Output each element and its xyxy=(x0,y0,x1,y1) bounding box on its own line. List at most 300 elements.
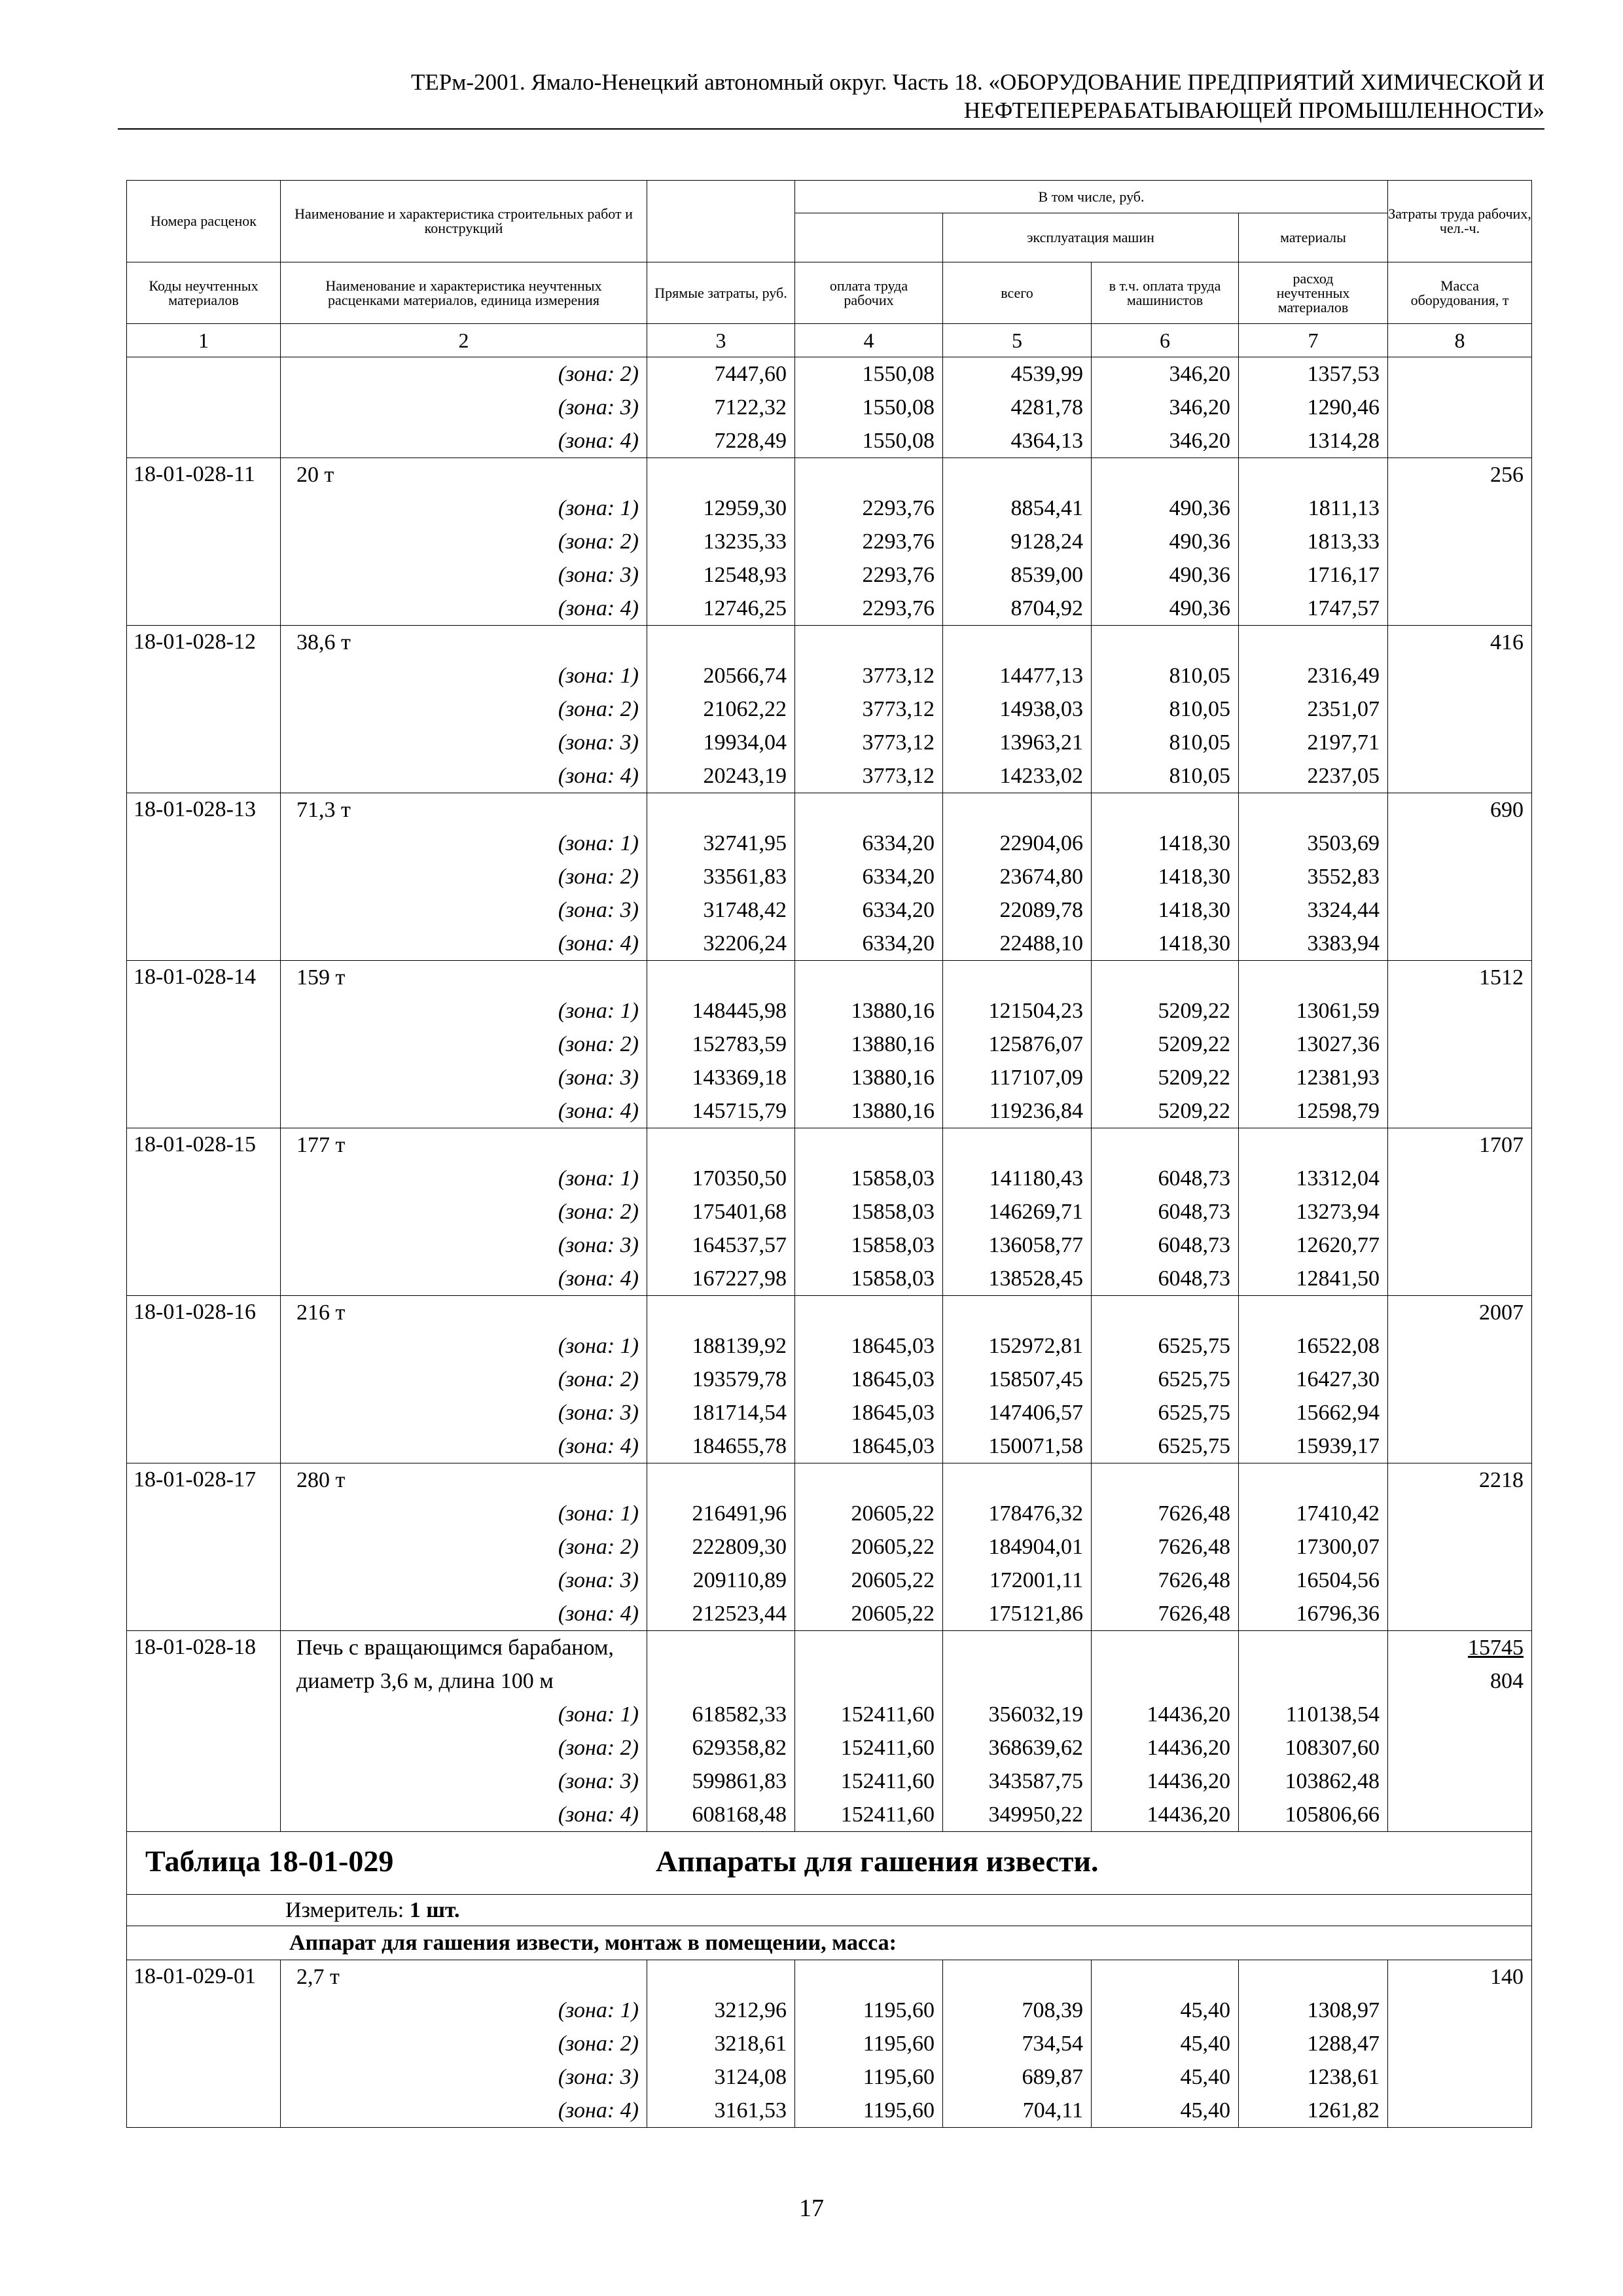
cost-value: 23674,80 xyxy=(999,865,1083,889)
zone-label: (зона: 1) xyxy=(558,664,639,688)
value-column xyxy=(1239,1128,1388,1296)
cost-value: 119236,84 xyxy=(989,1099,1083,1123)
rate-code: 18-01-028-18 xyxy=(127,1631,281,1832)
equipment-mass xyxy=(1388,1960,1532,2128)
cost-value: 167227,98 xyxy=(692,1266,787,1291)
head-empty-2 xyxy=(795,213,943,262)
rate-description-cell xyxy=(281,1463,647,1631)
cost-value: 356032,19 xyxy=(988,1702,1083,1727)
cost-value: 31748,42 xyxy=(703,898,787,922)
zone-label: (зона: 1) xyxy=(558,1166,639,1191)
cost-value: 6525,75 xyxy=(1158,1334,1230,1358)
zone-label: (зона: 4) xyxy=(558,1434,639,1458)
cost-value: 1418,30 xyxy=(1158,831,1230,855)
cost-value: 1716,17 xyxy=(1307,563,1380,587)
cost-value: 1195,60 xyxy=(863,1998,935,2022)
head-vsego: всего xyxy=(943,262,1092,324)
value-column xyxy=(1239,793,1388,961)
cost-value: 152411,60 xyxy=(840,1736,935,1760)
cost-value: 12548,93 xyxy=(703,563,787,587)
cost-value: 148445,98 xyxy=(692,999,787,1023)
cost-value: 6525,75 xyxy=(1158,1401,1230,1425)
mass-value: 1512 xyxy=(1479,965,1524,990)
rate-description-cell xyxy=(281,357,647,458)
value-column xyxy=(943,961,1092,1128)
cost-value: 15662,94 xyxy=(1296,1401,1380,1425)
value-column xyxy=(1239,1296,1388,1463)
cost-value: 3773,12 xyxy=(862,764,935,788)
cost-value: 20243,19 xyxy=(703,764,787,788)
cost-value: 629358,82 xyxy=(692,1736,787,1760)
cost-value: 2316,49 xyxy=(1307,664,1380,688)
cost-value: 141180,43 xyxy=(989,1166,1083,1191)
rate-group xyxy=(127,1960,1532,2128)
rate-code: 18-01-029-01 xyxy=(127,1960,281,2128)
cost-value: 6334,20 xyxy=(862,898,935,922)
cost-value: 810,05 xyxy=(1169,730,1230,755)
rate-description: 38,6 т xyxy=(296,630,351,655)
zone-label: (зона: 2) xyxy=(558,1200,639,1224)
head-vtch: в т.ч. оплата труда машинистов xyxy=(1092,262,1239,324)
header-line-2: НЕФТЕПЕРЕРАБАТЫВАЮЩЕЙ ПРОМЫШЛЕННОСТИ» xyxy=(963,98,1544,123)
cost-value: 13027,36 xyxy=(1296,1032,1380,1056)
cost-value: 14436,20 xyxy=(1147,1702,1230,1727)
cost-value: 12381,93 xyxy=(1296,1066,1380,1090)
equipment-mass xyxy=(1388,626,1532,793)
cost-value: 178476,32 xyxy=(988,1501,1083,1526)
cost-value: 6334,20 xyxy=(862,931,935,956)
page-number: 17 xyxy=(799,2195,824,2222)
cost-value: 3773,12 xyxy=(862,730,935,755)
cost-value: 45,40 xyxy=(1180,1998,1230,2022)
zone-label: (зона: 4) xyxy=(558,1803,639,1827)
cost-value: 14233,02 xyxy=(999,764,1083,788)
cost-value: 490,36 xyxy=(1169,596,1230,620)
zone-label: (зона: 1) xyxy=(558,1702,639,1727)
rate-description: 177 т xyxy=(296,1133,346,1157)
cost-value: 15858,03 xyxy=(851,1166,935,1191)
cost-value: 18645,03 xyxy=(851,1434,935,1458)
cost-value: 346,20 xyxy=(1169,362,1230,386)
page-header xyxy=(118,68,1544,124)
value-column xyxy=(647,1296,795,1463)
cost-value: 9128,24 xyxy=(1010,529,1083,554)
rate-description-cell xyxy=(281,458,647,626)
rate-code: 18-01-028-14 xyxy=(127,961,281,1128)
cost-value: 150071,58 xyxy=(988,1434,1083,1458)
value-column xyxy=(1092,357,1239,458)
rate-description-cell xyxy=(281,1631,647,1832)
value-column xyxy=(795,1128,943,1296)
cost-value: 2293,76 xyxy=(862,596,935,620)
cost-value: 170350,50 xyxy=(692,1166,787,1191)
cost-value: 12598,79 xyxy=(1296,1099,1380,1123)
cost-value: 2293,76 xyxy=(862,496,935,520)
cost-value: 152411,60 xyxy=(840,1803,935,1827)
cost-value: 346,20 xyxy=(1169,429,1230,453)
zone-label: (зона: 1) xyxy=(558,831,639,855)
cost-value: 12620,77 xyxy=(1296,1233,1380,1257)
rate-code xyxy=(127,357,281,458)
rate-group xyxy=(127,961,1532,1128)
cost-value: 20566,74 xyxy=(703,664,787,688)
value-column xyxy=(795,1463,943,1631)
cost-value: 13963,21 xyxy=(999,730,1083,755)
value-column xyxy=(1092,1463,1239,1631)
cost-value: 12746,25 xyxy=(703,596,787,620)
cost-value: 7228,49 xyxy=(714,429,787,453)
head-naim-neuchet: Наименование и характеристика неучтенных расценками материалов, единица измерения xyxy=(281,262,647,324)
cost-value: 5209,22 xyxy=(1158,1099,1230,1123)
cost-value: 33561,83 xyxy=(703,865,787,889)
cost-value: 18645,03 xyxy=(851,1367,935,1391)
col-number: 8 xyxy=(1388,324,1532,357)
cost-value: 1550,08 xyxy=(862,395,935,420)
cost-value: 734,54 xyxy=(1022,2032,1083,2056)
section-title-cell xyxy=(127,1832,1532,1895)
cost-value: 6048,73 xyxy=(1158,1233,1230,1257)
value-column xyxy=(795,626,943,793)
cost-value: 6048,73 xyxy=(1158,1266,1230,1291)
cost-value: 3218,61 xyxy=(714,2032,787,2056)
cost-value: 32741,95 xyxy=(703,831,787,855)
cost-value: 7447,60 xyxy=(714,362,787,386)
zone-label: (зона: 3) xyxy=(558,898,639,922)
cost-value: 16522,08 xyxy=(1296,1334,1380,1358)
zone-label: (зона: 3) xyxy=(558,2065,639,2089)
cost-value: 3773,12 xyxy=(862,697,935,721)
rate-group xyxy=(127,626,1532,793)
cost-value: 3212,96 xyxy=(714,1998,787,2022)
cost-value: 17410,42 xyxy=(1296,1501,1380,1526)
zone-label: (зона: 3) xyxy=(558,730,639,755)
value-column xyxy=(795,1960,943,2128)
col-number: 5 xyxy=(943,324,1092,357)
cost-value: 17300,07 xyxy=(1296,1535,1380,1559)
zone-label: (зона: 3) xyxy=(558,1233,639,1257)
cost-value: 5209,22 xyxy=(1158,999,1230,1023)
mass-value: 690 xyxy=(1490,798,1524,822)
cost-value: 1308,97 xyxy=(1307,1998,1380,2022)
cost-value: 13273,94 xyxy=(1296,1200,1380,1224)
rate-code: 18-01-028-17 xyxy=(127,1463,281,1631)
cost-value: 184904,01 xyxy=(988,1535,1083,1559)
rate-description: 280 т xyxy=(296,1468,346,1492)
rate-code: 18-01-028-16 xyxy=(127,1296,281,1463)
cost-value: 117107,09 xyxy=(989,1066,1083,1090)
zone-label: (зона: 2) xyxy=(558,1367,639,1391)
value-column xyxy=(1092,1128,1239,1296)
zone-label: (зона: 1) xyxy=(558,1998,639,2022)
zone-label: (зона: 4) xyxy=(558,1266,639,1291)
rate-group xyxy=(127,1463,1532,1631)
cost-value: 1290,46 xyxy=(1307,395,1380,420)
cost-value: 3383,94 xyxy=(1307,931,1380,956)
rate-description: диаметр 3,6 м, длина 100 м xyxy=(296,1669,554,1693)
cost-value: 810,05 xyxy=(1169,664,1230,688)
cost-value: 145715,79 xyxy=(692,1099,787,1123)
cost-value: 1550,08 xyxy=(862,362,935,386)
cost-value: 490,36 xyxy=(1169,529,1230,554)
cost-value: 1195,60 xyxy=(863,2032,935,2056)
value-column xyxy=(647,1463,795,1631)
cost-value: 346,20 xyxy=(1169,395,1230,420)
cost-value: 7626,48 xyxy=(1158,1535,1230,1559)
cost-value: 110138,54 xyxy=(1285,1702,1380,1727)
cost-value: 14938,03 xyxy=(999,697,1083,721)
mass-value: 804 xyxy=(1490,1669,1524,1693)
rate-description-cell xyxy=(281,626,647,793)
equipment-mass xyxy=(1388,357,1532,458)
value-column xyxy=(647,793,795,961)
cost-value: 2293,76 xyxy=(862,529,935,554)
section-header xyxy=(127,1832,1532,1960)
cost-value: 6334,20 xyxy=(862,831,935,855)
value-column xyxy=(943,1128,1092,1296)
zone-label: (зона: 4) xyxy=(558,764,639,788)
cost-value: 6525,75 xyxy=(1158,1367,1230,1391)
mass-value: 416 xyxy=(1490,630,1524,655)
value-column xyxy=(943,626,1092,793)
cost-value: 108307,60 xyxy=(1285,1736,1380,1760)
mass-value xyxy=(1388,1631,1531,1664)
value-column xyxy=(795,1631,943,1832)
measure-cell xyxy=(127,1895,1532,1926)
zone-label: (зона: 2) xyxy=(558,1736,639,1760)
table-label: Таблица 18-01-029 xyxy=(145,1844,394,1878)
value-column xyxy=(647,357,795,458)
zone-label: (зона: 4) xyxy=(558,596,639,620)
cost-value: 13880,16 xyxy=(851,1066,935,1090)
cost-value: 175121,86 xyxy=(988,1602,1083,1626)
cost-value: 193579,78 xyxy=(692,1367,787,1391)
measure-value: 1 шт. xyxy=(409,1897,460,1922)
cost-value: 216491,96 xyxy=(692,1501,787,1526)
zone-label: (зона: 2) xyxy=(558,2032,639,2056)
value-column xyxy=(795,458,943,626)
cost-value: 152411,60 xyxy=(840,1702,935,1727)
cost-value: 2351,07 xyxy=(1307,697,1380,721)
rates-body xyxy=(127,357,1532,1832)
value-column xyxy=(647,458,795,626)
equipment-mass xyxy=(1388,1631,1532,1832)
cost-value: 15858,03 xyxy=(851,1233,935,1257)
col-number: 4 xyxy=(795,324,943,357)
cost-value: 1261,82 xyxy=(1307,2098,1380,2123)
value-column xyxy=(1092,793,1239,961)
rates-table xyxy=(126,180,1532,2128)
rate-description: 216 т xyxy=(296,1300,346,1325)
cost-value: 1195,60 xyxy=(863,2098,935,2123)
cost-value: 209110,89 xyxy=(692,1568,787,1592)
cost-value: 1357,53 xyxy=(1307,362,1380,386)
rate-group xyxy=(127,357,1532,458)
header-line-1: ТЕРм-2001. Ямало-Ненецкий автономный округ. Часть 18. «ОБОРУДОВАНИЕ ПРЕДПРИЯТИЙ ХИМИЧЕСКОЙ И xyxy=(410,69,1544,95)
zone-label: (зона: 3) xyxy=(558,1769,639,1793)
cost-value: 3124,08 xyxy=(714,2065,787,2089)
cost-value: 175401,68 xyxy=(692,1200,787,1224)
rate-description-cell xyxy=(281,1128,647,1296)
cost-value: 15858,03 xyxy=(851,1200,935,1224)
head-nomera: Номера расценок xyxy=(127,181,281,262)
value-column xyxy=(943,458,1092,626)
cost-value: 147406,57 xyxy=(988,1401,1083,1425)
cost-value: 1195,60 xyxy=(863,2065,935,2089)
cost-value: 138528,45 xyxy=(988,1266,1083,1291)
rate-description: Печь с вращающимся барабаном, xyxy=(296,1636,614,1660)
head-massa: Масса оборудования, т xyxy=(1388,262,1532,324)
cost-value: 45,40 xyxy=(1180,2065,1230,2089)
cost-value: 12959,30 xyxy=(703,496,787,520)
cost-value: 608168,48 xyxy=(692,1803,787,1827)
cost-value: 1288,47 xyxy=(1307,2032,1380,2056)
equipment-mass xyxy=(1388,458,1532,626)
cost-value: 15939,17 xyxy=(1296,1434,1380,1458)
head-oplata: оплата труда рабочих xyxy=(795,262,943,324)
cost-value: 3552,83 xyxy=(1307,865,1380,889)
col-number: 3 xyxy=(647,324,795,357)
cost-value: 708,39 xyxy=(1022,1998,1083,2022)
cost-value: 16504,56 xyxy=(1296,1568,1380,1592)
cost-value: 212523,44 xyxy=(692,1602,787,1626)
cost-value: 181714,54 xyxy=(692,1401,787,1425)
cost-value: 184655,78 xyxy=(692,1434,787,1458)
cost-value: 105806,66 xyxy=(1285,1803,1380,1827)
cost-value: 2197,71 xyxy=(1307,730,1380,755)
value-column xyxy=(943,1960,1092,2128)
cost-value: 1811,13 xyxy=(1308,496,1380,520)
mass-value: 140 xyxy=(1490,1965,1524,1989)
cost-value: 4281,78 xyxy=(1010,395,1083,420)
rate-description: 20 т xyxy=(296,463,334,487)
value-column xyxy=(1239,1631,1388,1832)
value-column xyxy=(1239,1960,1388,2128)
cost-value: 45,40 xyxy=(1180,2098,1230,2123)
head-ekspl: эксплуатация машин xyxy=(943,213,1239,262)
cost-value: 1418,30 xyxy=(1158,898,1230,922)
cost-value: 14477,13 xyxy=(999,664,1083,688)
rate-description-cell xyxy=(281,1960,647,2128)
value-column xyxy=(1092,1960,1239,2128)
cost-value: 12841,50 xyxy=(1296,1266,1380,1291)
cost-value: 16796,36 xyxy=(1296,1602,1380,1626)
cost-value: 19934,04 xyxy=(703,730,787,755)
cost-value: 490,36 xyxy=(1169,563,1230,587)
cost-value: 146269,71 xyxy=(988,1200,1083,1224)
cost-value: 14436,20 xyxy=(1147,1736,1230,1760)
head-kody: Коды неучтенных материалов xyxy=(127,262,281,324)
value-column xyxy=(943,1463,1092,1631)
cost-value: 1550,08 xyxy=(862,429,935,453)
rate-code: 18-01-028-13 xyxy=(127,793,281,961)
cost-value: 22089,78 xyxy=(999,898,1083,922)
rate-group xyxy=(127,458,1532,626)
cost-value: 13061,59 xyxy=(1296,999,1380,1023)
mass-value: 256 xyxy=(1490,463,1524,487)
cost-value: 1238,61 xyxy=(1307,2065,1380,2089)
zone-label: (зона: 4) xyxy=(558,1099,639,1123)
cost-value: 7626,48 xyxy=(1158,1602,1230,1626)
value-column xyxy=(943,1296,1092,1463)
value-column xyxy=(1239,626,1388,793)
cost-value: 6048,73 xyxy=(1158,1166,1230,1191)
cost-value: 7122,32 xyxy=(714,395,787,420)
cost-value: 152783,59 xyxy=(692,1032,787,1056)
value-column xyxy=(1092,1296,1239,1463)
subheading: Аппарат для гашения извести, монтаж в помещении, масса: xyxy=(127,1926,1532,1960)
cost-value: 1813,33 xyxy=(1307,529,1380,554)
equipment-mass xyxy=(1388,1463,1532,1631)
value-column xyxy=(647,1128,795,1296)
cost-value: 368639,62 xyxy=(988,1736,1083,1760)
value-column xyxy=(1239,458,1388,626)
head-empty xyxy=(647,181,795,262)
rate-group xyxy=(127,793,1532,961)
cost-value: 152972,81 xyxy=(988,1334,1083,1358)
zone-label: (зона: 2) xyxy=(558,362,639,386)
value-column xyxy=(647,626,795,793)
cost-value: 8704,92 xyxy=(1010,596,1083,620)
mass-value: 1707 xyxy=(1479,1133,1524,1157)
value-column xyxy=(1092,626,1239,793)
value-column xyxy=(1239,961,1388,1128)
zone-label: (зона: 4) xyxy=(558,2098,639,2123)
measure-label: Измеритель: xyxy=(285,1897,404,1922)
equipment-mass xyxy=(1388,1296,1532,1463)
value-column xyxy=(943,1631,1092,1832)
cost-value: 158507,45 xyxy=(988,1367,1083,1391)
cost-value: 3503,69 xyxy=(1307,831,1380,855)
mass-value: 2218 xyxy=(1479,1468,1524,1492)
zone-label: (зона: 4) xyxy=(558,1602,639,1626)
zone-label: (зона: 1) xyxy=(558,999,639,1023)
equipment-mass xyxy=(1388,961,1532,1128)
cost-value: 349950,22 xyxy=(988,1803,1083,1827)
mass-value-underlined: 15745 xyxy=(1468,1636,1524,1660)
rate-group xyxy=(127,1631,1532,1832)
rate-description-cell xyxy=(281,793,647,961)
cost-value: 810,05 xyxy=(1169,764,1230,788)
head-zatraty: Затраты труда рабочих, чел.-ч. xyxy=(1388,181,1532,262)
rate-group xyxy=(127,1128,1532,1296)
rate-code: 18-01-028-12 xyxy=(127,626,281,793)
header-rule xyxy=(118,128,1544,130)
value-column xyxy=(1092,458,1239,626)
cost-value: 3324,44 xyxy=(1307,898,1380,922)
cost-value: 704,11 xyxy=(1022,2098,1083,2123)
zone-label: (зона: 3) xyxy=(558,1401,639,1425)
cost-value: 4364,13 xyxy=(1010,429,1083,453)
zone-label: (зона: 3) xyxy=(558,1568,639,1592)
cost-value: 164537,57 xyxy=(692,1233,787,1257)
cost-value: 490,36 xyxy=(1169,496,1230,520)
equipment-mass xyxy=(1388,793,1532,961)
cost-value: 6525,75 xyxy=(1158,1434,1230,1458)
zone-label: (зона: 1) xyxy=(558,496,639,520)
head-naim: Наименование и характеристика строительных работ и конструкций xyxy=(281,181,647,262)
cost-value: 121504,23 xyxy=(988,999,1083,1023)
table-head xyxy=(127,181,1532,357)
zone-label: (зона: 3) xyxy=(558,1066,639,1090)
zone-label: (зона: 2) xyxy=(558,1032,639,1056)
zone-label: (зона: 4) xyxy=(558,931,639,956)
zone-label: (зона: 1) xyxy=(558,1334,639,1358)
mass-value: 2007 xyxy=(1479,1300,1524,1325)
value-column xyxy=(1092,1631,1239,1832)
cost-value: 6334,20 xyxy=(862,865,935,889)
col-number: 2 xyxy=(281,324,647,357)
value-column xyxy=(1239,1463,1388,1631)
